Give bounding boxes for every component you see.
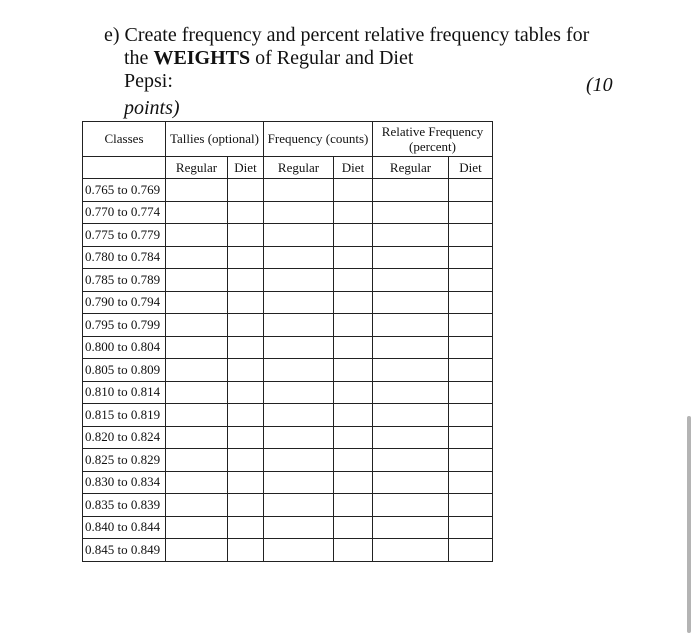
relfreq-diet-cell[interactable] (449, 404, 493, 427)
frequency-regular-cell[interactable] (264, 516, 334, 539)
relfreq-diet-cell[interactable] (449, 539, 493, 562)
frequency-regular-cell[interactable] (264, 224, 334, 247)
class-interval-label: 0.770 to 0.774 (83, 201, 166, 224)
relfreq-regular-cell[interactable] (373, 494, 449, 517)
relfreq-diet-cell[interactable] (449, 291, 493, 314)
relfreq-regular-cell[interactable] (373, 426, 449, 449)
frequency-diet-cell[interactable] (334, 359, 373, 382)
tallies-regular-cell[interactable] (166, 516, 228, 539)
frequency-regular-cell[interactable] (264, 539, 334, 562)
relfreq-regular-cell[interactable] (373, 336, 449, 359)
relfreq-regular-cell[interactable] (373, 359, 449, 382)
frequency-regular-cell[interactable] (264, 359, 334, 382)
table-row (83, 246, 493, 269)
class-interval-label: 0.785 to 0.789 (83, 269, 166, 292)
frequency-diet-cell[interactable] (334, 449, 373, 472)
tallies-regular-cell[interactable] (166, 179, 228, 202)
relfreq-diet-cell[interactable] (449, 381, 493, 404)
tallies-regular-cell[interactable] (166, 426, 228, 449)
tallies-regular-cell[interactable] (166, 494, 228, 517)
header-relative-frequency (373, 122, 493, 157)
tallies-diet-cell[interactable] (228, 314, 264, 337)
class-interval-label: 0.800 to 0.804 (83, 336, 166, 359)
subheader-relfreq-diet: Diet (449, 157, 493, 179)
subheader-frequency-regular: Regular (264, 157, 334, 179)
prompt-line-2-start: the (124, 47, 154, 69)
relfreq-diet-cell[interactable] (449, 426, 493, 449)
relfreq-regular-cell[interactable] (373, 516, 449, 539)
class-interval-label: 0.780 to 0.784 (83, 246, 166, 269)
frequency-regular-cell[interactable] (264, 381, 334, 404)
class-interval-label: 0.845 to 0.849 (83, 539, 166, 562)
vertical-scrollbar[interactable] (687, 416, 691, 633)
tallies-diet-cell[interactable] (228, 471, 264, 494)
class-interval-label: 0.765 to 0.769 (83, 179, 166, 202)
relfreq-regular-cell[interactable] (373, 449, 449, 472)
table-row (83, 224, 493, 247)
relfreq-regular-cell[interactable] (373, 291, 449, 314)
relfreq-regular-cell[interactable] (373, 404, 449, 427)
relfreq-regular-cell[interactable] (373, 539, 449, 562)
question-prompt (104, 24, 624, 93)
tallies-regular-cell[interactable] (166, 471, 228, 494)
class-interval-label: 0.835 to 0.839 (83, 494, 166, 517)
relfreq-regular-cell[interactable] (373, 471, 449, 494)
table-row (83, 449, 493, 472)
class-interval-label: 0.840 to 0.844 (83, 516, 166, 539)
class-interval-label: 0.775 to 0.779 (83, 224, 166, 247)
tallies-regular-cell[interactable] (166, 314, 228, 337)
frequency-diet-cell[interactable] (334, 404, 373, 427)
tallies-regular-cell[interactable] (166, 201, 228, 224)
prompt-line-3: Pepsi: (124, 70, 173, 92)
relfreq-diet-cell[interactable] (449, 269, 493, 292)
frequency-diet-cell[interactable] (334, 539, 373, 562)
subheader-frequency-diet: Diet (334, 157, 373, 179)
tallies-regular-cell[interactable] (166, 224, 228, 247)
frequency-regular-cell[interactable] (264, 494, 334, 517)
tallies-diet-cell[interactable] (228, 336, 264, 359)
points-label-part2: points) (124, 97, 180, 119)
prompt-keyword-weights: WEIGHTS (153, 47, 251, 69)
class-interval-label: 0.795 to 0.799 (83, 314, 166, 337)
header-classes: Classes (83, 122, 166, 157)
relfreq-diet-cell[interactable] (449, 336, 493, 359)
relfreq-diet-cell[interactable] (449, 246, 493, 269)
tallies-regular-cell[interactable] (166, 539, 228, 562)
class-interval-label: 0.805 to 0.809 (83, 359, 166, 382)
table-row (83, 179, 493, 202)
table-row (83, 471, 493, 494)
tallies-regular-cell[interactable] (166, 269, 228, 292)
class-interval-label: 0.810 to 0.814 (83, 381, 166, 404)
tallies-diet-cell[interactable] (228, 426, 264, 449)
frequency-diet-cell[interactable] (334, 471, 373, 494)
header-relative-frequency-line1: Relative Frequency (381, 124, 484, 139)
frequency-regular-cell[interactable] (264, 314, 334, 337)
frequency-diet-cell[interactable] (334, 291, 373, 314)
table-row (83, 291, 493, 314)
frequency-regular-cell[interactable] (264, 269, 334, 292)
relfreq-regular-cell[interactable] (373, 179, 449, 202)
tallies-diet-cell[interactable] (228, 449, 264, 472)
class-interval-label: 0.815 to 0.819 (83, 404, 166, 427)
prompt-line-2 (104, 47, 624, 70)
table-row (83, 314, 493, 337)
relfreq-diet-cell[interactable] (449, 449, 493, 472)
tallies-regular-cell[interactable] (166, 336, 228, 359)
frequency-regular-cell[interactable] (264, 336, 334, 359)
relfreq-diet-cell[interactable] (449, 516, 493, 539)
tallies-diet-cell[interactable] (228, 359, 264, 382)
relfreq-diet-cell[interactable] (449, 494, 493, 517)
table-row (83, 269, 493, 292)
frequency-regular-cell[interactable] (264, 449, 334, 472)
frequency-regular-cell[interactable] (264, 426, 334, 449)
table-subheader-row (83, 157, 493, 179)
relfreq-regular-cell[interactable] (373, 201, 449, 224)
header-relative-frequency-line2: (percent) (409, 139, 456, 154)
table-row (83, 494, 493, 517)
subheader-tallies-diet: Diet (228, 157, 264, 179)
class-interval-label: 0.830 to 0.834 (83, 471, 166, 494)
frequency-diet-cell[interactable] (334, 314, 373, 337)
class-interval-label: 0.825 to 0.829 (83, 449, 166, 472)
tallies-diet-cell[interactable] (228, 539, 264, 562)
tallies-diet-cell[interactable] (228, 291, 264, 314)
frequency-diet-cell[interactable] (334, 246, 373, 269)
frequency-regular-cell[interactable] (264, 471, 334, 494)
frequency-diet-cell[interactable] (334, 516, 373, 539)
relfreq-diet-cell[interactable] (449, 314, 493, 337)
tallies-diet-cell[interactable] (228, 201, 264, 224)
subheader-blank (83, 157, 166, 179)
frequency-diet-cell[interactable] (334, 269, 373, 292)
table-header-row (83, 122, 493, 157)
subheader-relfreq-regular: Regular (373, 157, 449, 179)
tallies-diet-cell[interactable] (228, 404, 264, 427)
table-row (83, 201, 493, 224)
frequency-diet-cell[interactable] (334, 494, 373, 517)
frequency-diet-cell[interactable] (334, 224, 373, 247)
relfreq-regular-cell[interactable] (373, 269, 449, 292)
prompt-line-1: e) Create frequency and percent relative frequency tables for (104, 24, 590, 46)
relfreq-diet-cell[interactable] (449, 179, 493, 202)
relfreq-diet-cell[interactable] (449, 359, 493, 382)
subheader-tallies-regular: Regular (166, 157, 228, 179)
points-label-part1: (10 (586, 74, 613, 96)
tallies-diet-cell[interactable] (228, 381, 264, 404)
frequency-diet-cell[interactable] (334, 336, 373, 359)
frequency-regular-cell[interactable] (264, 201, 334, 224)
tallies-regular-cell[interactable] (166, 359, 228, 382)
tallies-regular-cell[interactable] (166, 449, 228, 472)
prompt-line-2-end: of Regular and Diet (250, 47, 414, 69)
table-body (83, 179, 493, 562)
tallies-diet-cell[interactable] (228, 224, 264, 247)
tallies-diet-cell[interactable] (228, 179, 264, 202)
frequency-regular-cell[interactable] (264, 291, 334, 314)
table-row (83, 404, 493, 427)
table-row (83, 381, 493, 404)
relfreq-regular-cell[interactable] (373, 224, 449, 247)
frequency-regular-cell[interactable] (264, 179, 334, 202)
table-row (83, 359, 493, 382)
frequency-diet-cell[interactable] (334, 426, 373, 449)
class-interval-label: 0.820 to 0.824 (83, 426, 166, 449)
frequency-diet-cell[interactable] (334, 381, 373, 404)
table-row (83, 426, 493, 449)
tallies-regular-cell[interactable] (166, 291, 228, 314)
relfreq-regular-cell[interactable] (373, 381, 449, 404)
relfreq-diet-cell[interactable] (449, 201, 493, 224)
tallies-regular-cell[interactable] (166, 404, 228, 427)
relfreq-diet-cell[interactable] (449, 471, 493, 494)
table-row (83, 336, 493, 359)
frequency-regular-cell[interactable] (264, 404, 334, 427)
table-row (83, 516, 493, 539)
tallies-diet-cell[interactable] (228, 516, 264, 539)
header-tallies: Tallies (optional) (166, 122, 264, 157)
frequency-diet-cell[interactable] (334, 201, 373, 224)
relfreq-diet-cell[interactable] (449, 224, 493, 247)
table-row (83, 539, 493, 562)
tallies-diet-cell[interactable] (228, 246, 264, 269)
tallies-diet-cell[interactable] (228, 269, 264, 292)
relfreq-regular-cell[interactable] (373, 314, 449, 337)
tallies-regular-cell[interactable] (166, 246, 228, 269)
header-frequency: Frequency (counts) (264, 122, 373, 157)
relfreq-regular-cell[interactable] (373, 246, 449, 269)
frequency-table (82, 121, 493, 562)
frequency-regular-cell[interactable] (264, 246, 334, 269)
frequency-diet-cell[interactable] (334, 179, 373, 202)
tallies-regular-cell[interactable] (166, 381, 228, 404)
tallies-diet-cell[interactable] (228, 494, 264, 517)
class-interval-label: 0.790 to 0.794 (83, 291, 166, 314)
